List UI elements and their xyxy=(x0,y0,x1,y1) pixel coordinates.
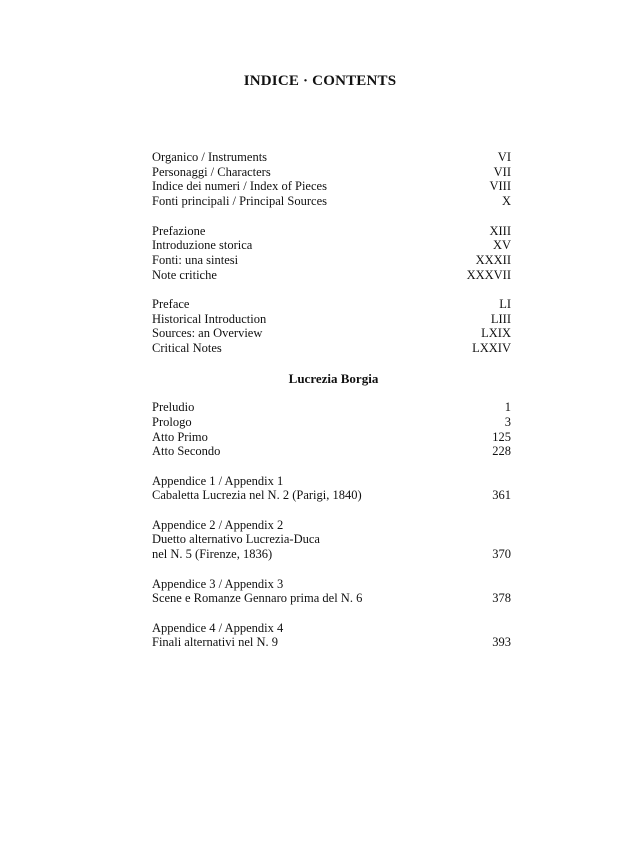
entry-page: VI xyxy=(497,150,511,164)
toc-entry xyxy=(152,488,511,503)
entry-label: Prefazione xyxy=(152,223,206,238)
toc-entry xyxy=(152,165,511,180)
toc-entry xyxy=(152,444,511,459)
toc-entry xyxy=(152,194,511,209)
appendix-4 xyxy=(152,621,511,650)
entry-label: Note critiche xyxy=(152,267,217,282)
toc-entry xyxy=(152,400,511,415)
toc-entry xyxy=(152,591,511,606)
toc-entry xyxy=(152,179,511,194)
entry-label: Indice dei numeri / Index of Pieces xyxy=(152,179,327,194)
appendix-heading: Appendice 4 / Appendix 4 xyxy=(152,620,284,635)
entry-page: 1 xyxy=(504,400,511,415)
toc-entry xyxy=(152,341,511,356)
entry-page: LI xyxy=(499,297,511,311)
entry-label: Introduzione storica xyxy=(152,238,253,253)
entry-page: LXIX xyxy=(481,326,511,341)
opera-title: Lucrezia Borgia xyxy=(288,370,379,386)
entry-label: Personaggi / Characters xyxy=(152,164,271,179)
entry-label: Critical Notes xyxy=(152,341,222,356)
entry-page: 125 xyxy=(492,429,511,444)
toc-entry xyxy=(152,326,511,341)
toc-entry xyxy=(152,635,511,650)
toc-group-opera xyxy=(152,400,511,459)
entry-page: VII xyxy=(493,164,511,179)
entry-label: Finali alternativi nel N. 9 xyxy=(152,635,279,650)
entry-label: Scene e Romanze Gennaro prima del N. 6 xyxy=(152,591,363,606)
appendix-1 xyxy=(152,474,511,503)
entry-label: Atto Secondo xyxy=(152,444,221,459)
toc-group-2 xyxy=(152,224,511,283)
entry-page: XXXII xyxy=(475,252,511,267)
page-title: INDICE · CONTENTS xyxy=(243,73,397,89)
entry-page: 3 xyxy=(504,414,511,429)
toc-entry xyxy=(152,238,511,253)
entry-label: Fonti principali / Principal Sources xyxy=(152,194,327,209)
entry-page: 370 xyxy=(492,547,511,562)
entry-page: 378 xyxy=(492,591,511,606)
toc-entry xyxy=(152,224,511,239)
entry-label: Preludio xyxy=(152,400,195,415)
entry-label: Prologo xyxy=(152,414,192,429)
table-of-contents xyxy=(152,150,511,665)
toc-entry xyxy=(152,430,511,445)
appendix-heading: Appendice 1 / Appendix 1 xyxy=(152,473,284,488)
entry-page: LXXIV xyxy=(472,341,511,356)
toc-entry xyxy=(152,297,511,312)
entry-page: XIII xyxy=(489,223,511,238)
appendix-heading: Appendice 3 / Appendix 3 xyxy=(152,576,284,591)
entry-page: 228 xyxy=(492,444,511,459)
toc-entry xyxy=(152,253,511,268)
entry-page: 393 xyxy=(492,635,511,650)
toc-entry xyxy=(152,150,511,165)
toc-entry xyxy=(152,312,511,327)
toc-entry xyxy=(152,547,511,562)
entry-label: Historical Introduction xyxy=(152,311,267,326)
entry-page: LIII xyxy=(490,311,511,326)
toc-group-1 xyxy=(152,150,511,209)
entry-label: Preface xyxy=(152,297,190,311)
entry-label: Atto Primo xyxy=(152,429,208,444)
entry-label: Duetto alternativo Lucrezia-Duca xyxy=(152,532,320,547)
entry-label: Organico / Instruments xyxy=(152,150,268,164)
toc-entry xyxy=(152,415,511,430)
toc-entry xyxy=(152,268,511,283)
entry-label: Cabaletta Lucrezia nel N. 2 (Parigi, 1840) xyxy=(152,488,362,503)
entry-label: Fonti: una sintesi xyxy=(152,252,239,267)
entry-label: Sources: an Overview xyxy=(152,326,263,341)
entry-page: 361 xyxy=(492,488,511,503)
entry-page: VIII xyxy=(489,179,511,194)
entry-page: XV xyxy=(492,238,511,253)
entry-page: XXXVII xyxy=(466,267,511,282)
entry-page: X xyxy=(501,194,511,209)
entry-label: nel N. 5 (Firenze, 1836) xyxy=(152,547,273,562)
appendix-3 xyxy=(152,577,511,606)
appendix-2 xyxy=(152,518,511,562)
appendix-heading: Appendice 2 / Appendix 2 xyxy=(152,517,284,532)
toc-group-3 xyxy=(152,297,511,356)
